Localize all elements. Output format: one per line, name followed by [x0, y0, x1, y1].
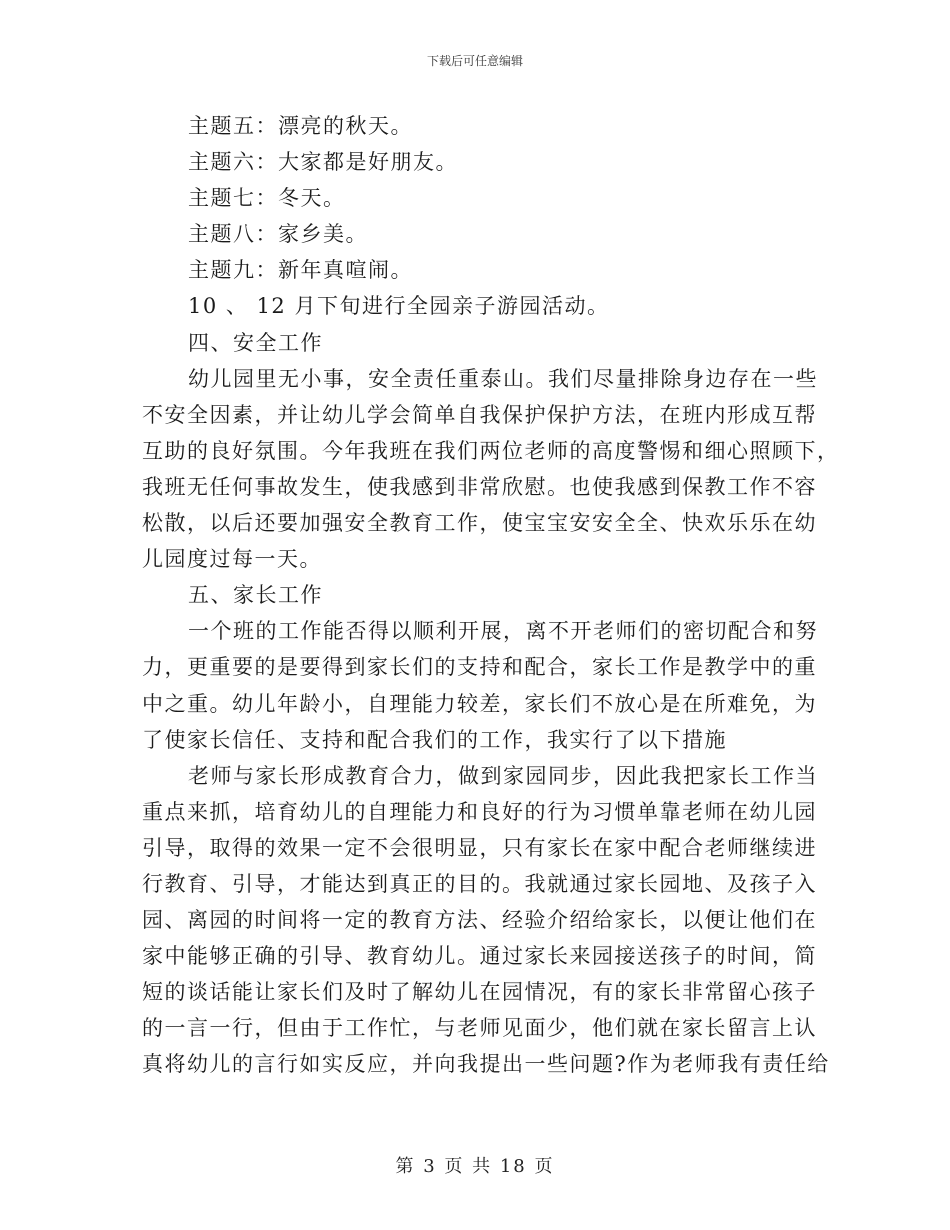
- paragraph-line: 主题八：家乡美。: [188, 222, 368, 247]
- paragraph-line: 力，更重要的是要得到家长们的支持和配合，家长工作是教学中的重: [142, 655, 817, 680]
- paragraph-line: 一个班的工作能否得以顺利开展，离不开老师们的密切配合和努: [188, 619, 818, 644]
- paragraph-line: 引导，取得的效果一定不会很明显，只有家长在家中配合老师继续进: [142, 835, 817, 860]
- paragraph-line: 园、离园的时间将一定的教育方法、经验介绍给家长，以便让他们在: [142, 908, 817, 933]
- paragraph-line: 真将幼儿的言行如实反应，并向我提出一些问题?作为老师我有责任给: [142, 1052, 830, 1077]
- paragraph-line: 幼儿园里无小事，安全责任重泰山。我们尽量排除身边存在一些: [188, 366, 818, 391]
- section-heading: 四、安全工作: [188, 330, 323, 355]
- paragraph-line: 主题六：大家都是好朋友。: [188, 150, 458, 175]
- paragraph-line: 老师与家长形成教育合力，做到家园同步，因此我把家长工作当: [188, 763, 818, 788]
- paragraph-line: 行教育、引导，才能达到真正的目的。我就通过家长园地、及孩子入: [142, 871, 817, 896]
- paragraph-line: 的一言一行，但由于工作忙，与老师见面少，他们就在家长留言上认: [142, 1016, 817, 1041]
- paragraph-line: 短的谈话能让家长们及时了解幼儿在园情况，有的家长非常留心孩子: [142, 980, 817, 1005]
- paragraph-line: 儿园度过每一天。: [142, 547, 322, 572]
- paragraph-line: 中之重。幼儿年龄小，自理能力较差，家长们不放心是在所难免，为: [142, 691, 817, 716]
- paragraph-line: 不安全因素，并让幼儿学会简单自我保护保护方法，在班内形成互帮: [142, 402, 817, 427]
- paragraph-line: 家中能够正确的引导、教育幼儿。通过家长来园接送孩子的时间，简: [142, 944, 817, 969]
- paragraph-line: 了使家长信任、支持和配合我们的工作，我实行了以下措施: [142, 727, 727, 752]
- section-heading: 五、家长工作: [188, 583, 323, 608]
- page-header: 下载后可任意编辑: [426, 54, 523, 68]
- paragraph-line: 10 、 12 月下旬进行全园亲子游园活动。: [188, 294, 610, 319]
- document-body: [142, 108, 840, 1083]
- paragraph-line: 主题五：漂亮的秋天。: [188, 114, 413, 138]
- paragraph-line: 我班无任何事故发生，使我感到非常欣慰。也使我感到保教工作不容: [142, 474, 817, 499]
- paragraph-line: 主题七：冬天。: [188, 186, 346, 211]
- page-footer: 第 3 页 共 18 页: [395, 1156, 555, 1177]
- paragraph-line: 主题九：新年真喧闹。: [188, 258, 413, 283]
- paragraph-line: 互助的良好氛围。今年我班在我们两位老师的高度警惕和细心照顾下，: [142, 438, 840, 463]
- paragraph-line: 重点来抓，培育幼儿的自理能力和良好的行为习惯单靠老师在幼儿园: [142, 799, 817, 824]
- paragraph-line: 松散，以后还要加强安全教育工作，使宝宝安安全全、快欢乐乐在幼: [142, 511, 817, 536]
